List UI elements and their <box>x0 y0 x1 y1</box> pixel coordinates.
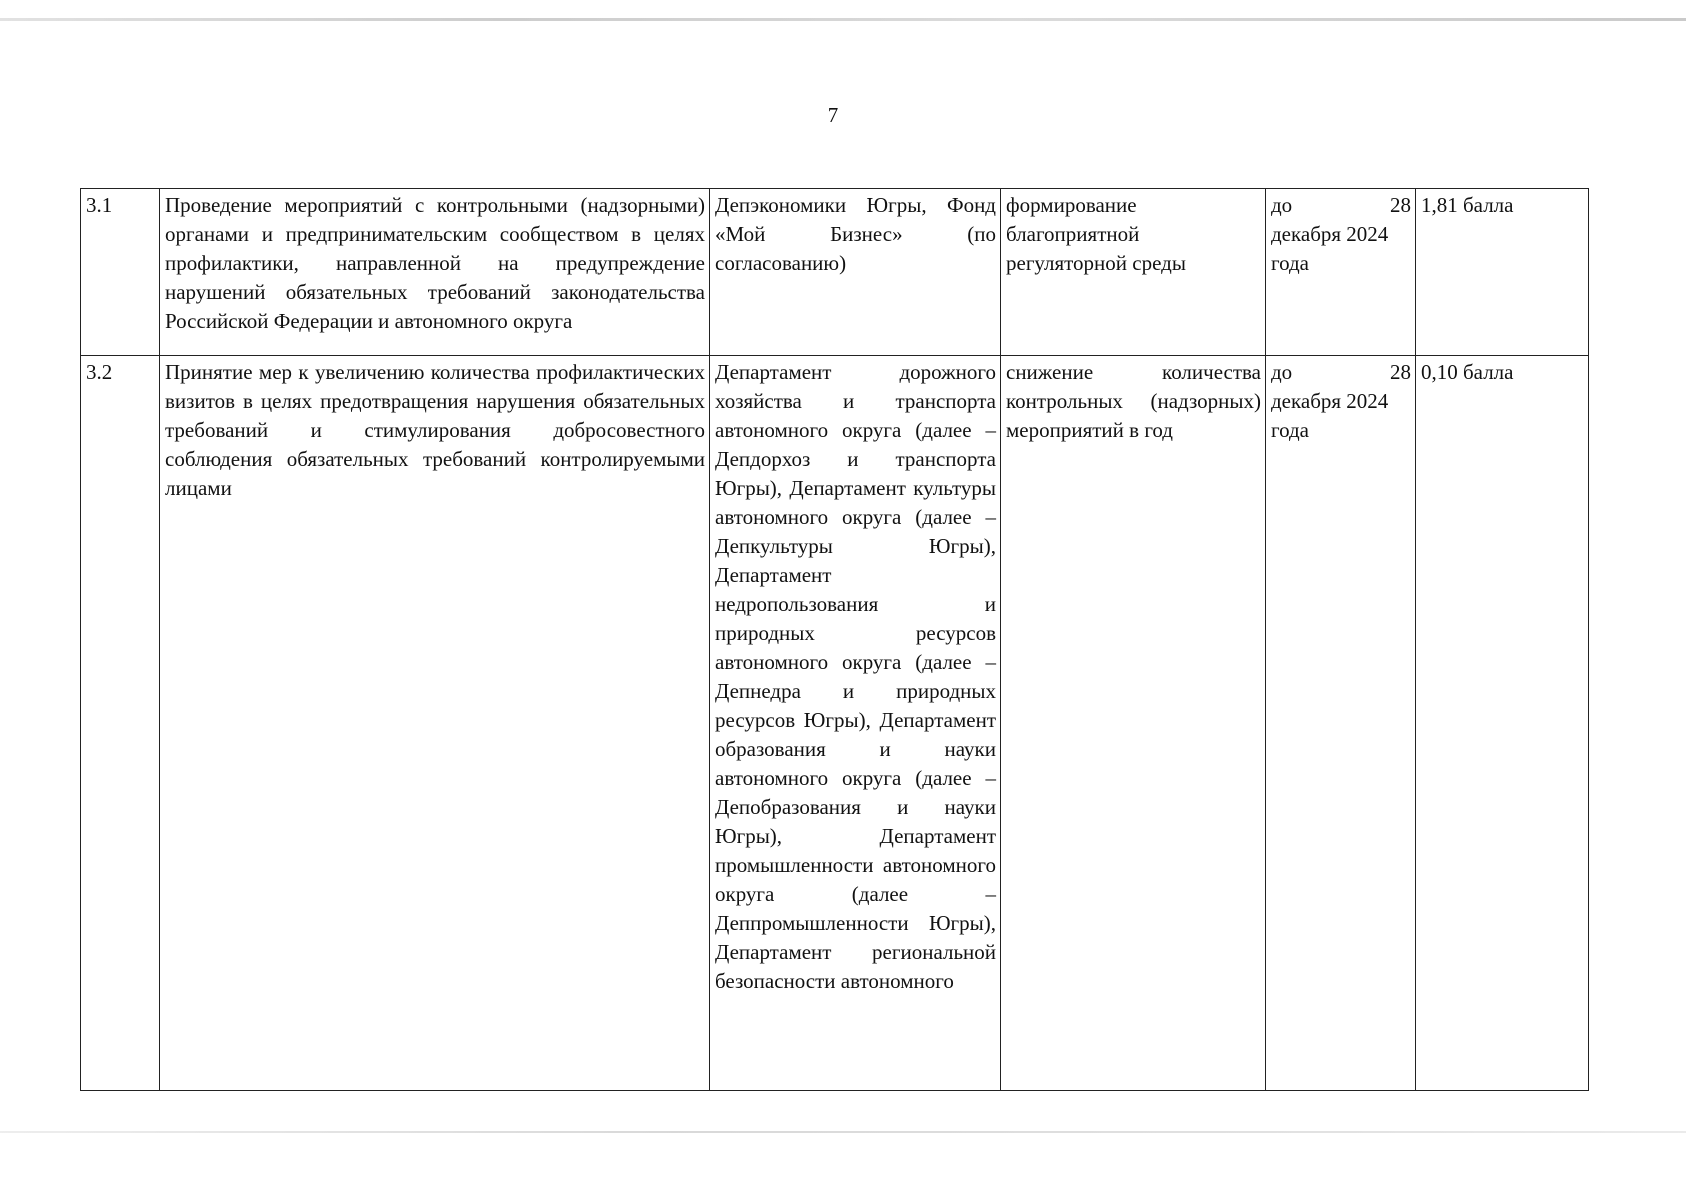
deadline-prefix: до <box>1271 360 1293 384</box>
result-cell: формирование благоприятной регуляторной среды <box>1001 189 1266 356</box>
score-cell: 1,81 балла <box>1416 189 1589 356</box>
responsible-cell: Департамент дорожного хозяйства и транспорта автономного округа (далее – Депдорхоз и транспорта Югры), Департамент культуры автономного округа (далее – Депкультуры Югры), Департамент недропользования и природных ресурсов автономного округа (далее – Депнедра и природных ресурсов Югры), Департамент образования и науки автономного округа (далее – Депобразования и науки Югры), Департамент промышленности автономного округа (далее – Деппромышленности Югры), Департамент региональной безопасности автономного <box>710 356 1001 1091</box>
deadline-rest: декабря 2024 года <box>1271 389 1389 442</box>
deadline-prefix: до <box>1271 193 1293 217</box>
deadline-cell <box>1266 356 1416 1091</box>
event-cell: Проведение мероприятий с контрольными (надзорными) органами и предпринимательским сообществом в целях профилактики, направленной на предупреждение нарушений обязательных требований законодательства Российской Федерации и автономного округа <box>160 189 710 356</box>
result-cell: снижение количества контрольных (надзорных) мероприятий в год <box>1001 356 1266 1091</box>
deadline-day: 28 <box>1390 360 1411 384</box>
deadline-day: 28 <box>1390 193 1411 217</box>
table-row <box>81 189 1589 356</box>
table-row <box>81 356 1589 1091</box>
scan-edge-top <box>0 18 1686 21</box>
deadline-cell <box>1266 189 1416 356</box>
responsible-cell: Депэкономики Югры, Фонд «Мой Бизнес» (по согласованию) <box>710 189 1001 356</box>
score-cell: 0,10 балла <box>1416 356 1589 1091</box>
page-number: 7 <box>827 103 839 127</box>
row-number: 3.1 <box>81 189 160 356</box>
event-cell: Принятие мер к увеличению количества профилактических визитов в целях предотвращения нарушения обязательных требований и стимулирования добросовестного соблюдения обязательных требований контролируемыми лицами <box>160 356 710 1091</box>
scan-edge-bottom <box>0 1131 1686 1133</box>
measures-table <box>80 188 1589 1091</box>
row-number: 3.2 <box>81 356 160 1091</box>
deadline-rest: декабря 2024 года <box>1271 222 1389 275</box>
